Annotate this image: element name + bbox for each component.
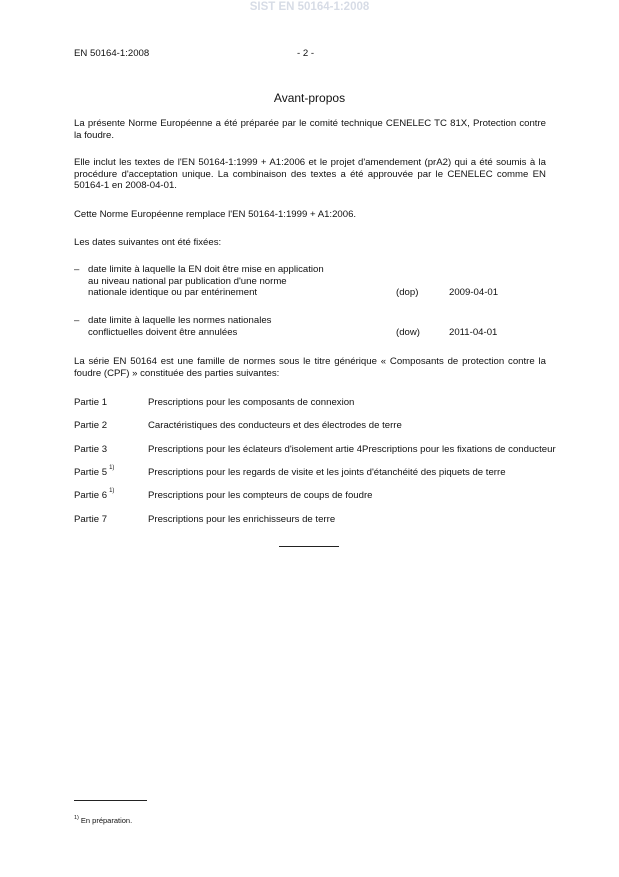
date-item-dow-text <box>88 315 378 338</box>
date-code-dop: (dop) <box>396 287 419 298</box>
part-label-text: Partie 2 <box>74 420 108 431</box>
part-label-text: Partie 1 <box>74 397 108 408</box>
paragraph-committee: La présente Norme Européenne a été préparée par le comité technique CENELEC TC 81X, Protection contre la foudre. <box>74 118 546 141</box>
date-item-line: date limite à laquelle la EN doit être mise en application <box>88 264 324 275</box>
date-code-dow: (dow) <box>396 327 420 338</box>
part-label <box>74 467 114 478</box>
part-description: Prescriptions pour les enrichisseurs de terre <box>148 514 336 525</box>
footnote-rule <box>74 800 147 801</box>
date-value-dop: 2009-04-01 <box>449 287 499 298</box>
header-page-number: - 2 - <box>297 48 315 59</box>
footnote-ref: 1) <box>109 465 115 471</box>
paragraph-dates-intro: Les dates suivantes ont été fixées: <box>74 237 222 248</box>
date-item-line: conflictuelles doivent être annulées <box>88 326 238 338</box>
part-description: Prescriptions pour les regards de visite et les joints d'étanchéité des piquets de terre <box>148 467 506 478</box>
footnote-ref: 1) <box>109 488 115 494</box>
part-label <box>74 444 107 455</box>
part-description: Prescriptions pour les composants de connexion <box>148 397 355 408</box>
part-label-text: Partie 7 <box>74 514 108 525</box>
list-bullet: – <box>74 264 80 275</box>
date-item-dop-text <box>88 264 378 299</box>
part-label-text: Partie 5 <box>74 467 108 478</box>
part-description: Prescriptions pour les compteurs de coups de foudre <box>148 490 373 501</box>
footnote-text: En préparation. <box>80 816 133 825</box>
part-description: Prescriptions pour les éclateurs d'isolement artie 4Prescriptions pour les fixations de conducteur <box>148 444 556 455</box>
part-description: Caractéristiques des conducteurs et des électrodes de terre <box>148 420 402 431</box>
paragraph-series-intro: La série EN 50164 est une famille de normes sous le titre générique « Composants de protection contre la foudre (CPF) » constituée des parties suivantes: <box>74 356 546 379</box>
part-label-text: Partie 3 <box>74 444 108 455</box>
header-doc-id: EN 50164-1:2008 <box>74 48 150 59</box>
part-label-text: Partie 6 <box>74 490 108 501</box>
part-label <box>74 490 114 501</box>
paragraph-texts: Elle inclut les textes de l'EN 50164-1:1999 + A1:2006 et le projet d'amendement (prA2) qui a été soumis à la procédure d'acceptation unique. La combinaison des textes a été approuvée par le CENELEC comme EN 50164-1 en 2008-04-01. <box>74 157 546 191</box>
part-label <box>74 420 107 431</box>
paragraph-replaces: Cette Norme Européenne remplace l'EN 50164-1:1999 + A1:2006. <box>74 209 357 220</box>
footnote <box>74 816 132 825</box>
date-item-line: au niveau national par publication d'une norme <box>88 275 287 287</box>
part-label <box>74 514 107 525</box>
page-title: Avant-propos <box>273 91 346 105</box>
date-item-line: nationale identique ou par entérinement <box>88 287 258 298</box>
watermark: SIST EN 50164-1:2008 <box>249 1 370 13</box>
list-bullet: – <box>74 315 80 326</box>
end-rule <box>279 546 339 547</box>
date-item-line: date limite à laquelle les normes nationales <box>88 315 272 326</box>
date-value-dow: 2011-04-01 <box>449 327 498 338</box>
part-label <box>74 397 107 408</box>
footnote-marker: 1) <box>74 815 79 821</box>
